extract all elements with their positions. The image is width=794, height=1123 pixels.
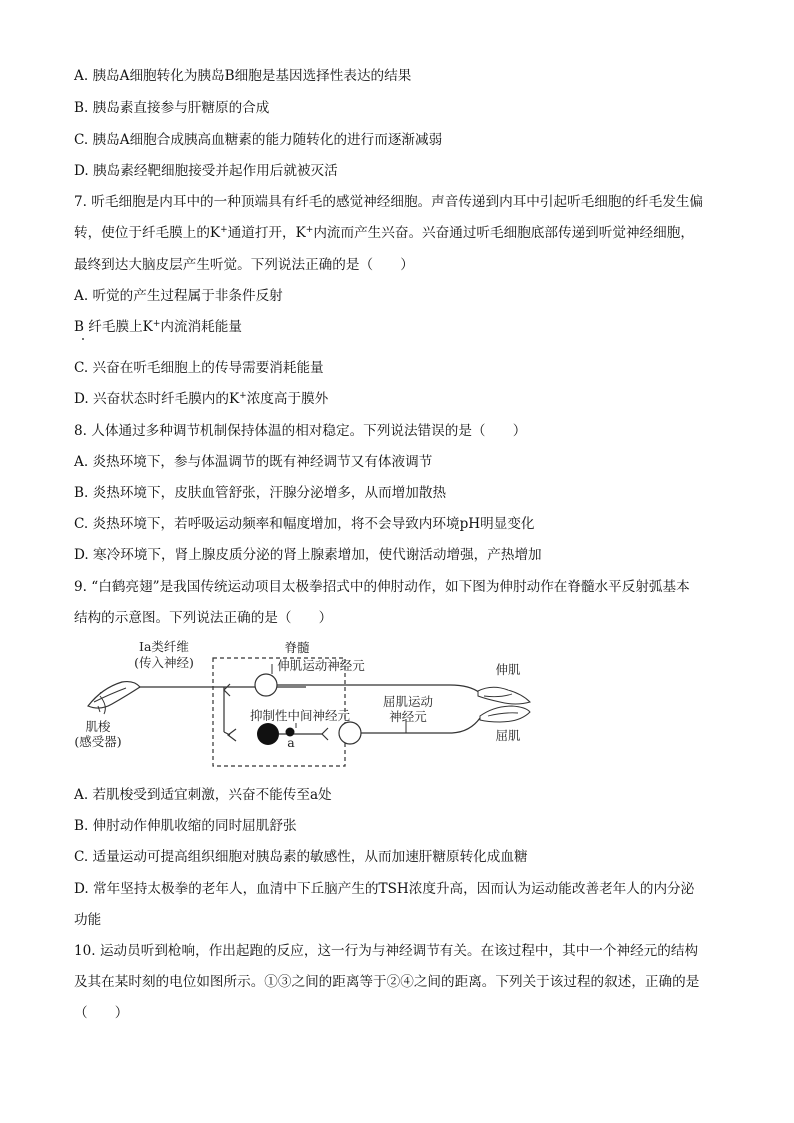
q10-stem-line1: 10. 运动员听到枪响，作出起跑的反应，这一行为与神经调节有关。在该过程中，其中一个神经元的结构 (74, 943, 699, 959)
q10-stem-line2: 及其在某时刻的电位如图所示。①③之间的距离等于②④之间的距离。下列关于该过程的叙述，正确的是 (74, 974, 700, 990)
q9-option-d-line2: 功能 (74, 912, 102, 928)
q8-stem: 8. 人体通过多种调节机制保持体温的相对稳定。下列说法错误的是（ ） (74, 423, 527, 439)
synapse-3 (322, 728, 328, 740)
q10-stem-line3: （ ） (74, 1005, 129, 1021)
reflex-arc-diagram (60, 636, 540, 772)
q7-stem-line1: 7. 听毛细胞是内耳中的一种顶端具有纤毛的感觉神经细胞。声音传递到内耳中引起听毛细胞的纤毛发生偏 (74, 194, 704, 210)
q9-option-c: C. 适量运动可提高组织细胞对胰岛素的敏感性，从而加速肝糖原转化成血糖 (74, 849, 528, 865)
inhibitory-interneuron-label: 抑制性中间神经元 (249, 708, 351, 723)
stray-dot (82, 338, 84, 340)
flexor-motor-neuron-label-1: 屈肌运动 (382, 694, 434, 709)
flexor-motor-neuron-label-2: 神经元 (389, 709, 427, 724)
q7-option-b (74, 318, 242, 336)
superscript-plus: + (152, 319, 161, 329)
spinal-cord-label: 脊髓 (284, 640, 310, 655)
q8-option-a: A. 炎热环境下，参与体温调节的既有神经调节又有体液调节 (74, 454, 433, 470)
flexor-label: 屈肌 (495, 728, 521, 743)
q6-option-c: C. 胰岛A细胞合成胰高血糖素的能力随转化的进行而逐渐减弱 (74, 132, 443, 148)
q7-stem-part1: 转，使位于纤毛膜上的K (74, 225, 221, 241)
q8-option-c: C. 炎热环境下，若呼吸运动频率和幅度增加，将不会导致内环境pH明显变化 (74, 516, 535, 532)
q7-option-c: C. 兴奋在听毛细胞上的传导需要消耗能量 (74, 360, 324, 376)
q8-option-b: B. 炎热环境下，皮肤血管舒张，汗腺分泌增多，从而增加散热 (74, 485, 447, 501)
extensor-motor-neuron-label: 伸肌运动神经元 (277, 658, 365, 673)
q7-stem-line2 (74, 224, 694, 242)
q7-option-a: A. 听觉的产生过程属于非条件反射 (74, 288, 283, 304)
q9-stem-line1: 9. “白鹤亮翅”是我国传统运动项目太极拳招式中的伸肘动作，如下图为伸肘动作在脊髓水平反射弧基本 (74, 579, 690, 595)
superscript-plus: + (239, 391, 247, 401)
q6-option-b: B. 胰岛素直接参与肝糖原的合成 (74, 100, 270, 116)
muscle-spindle-shape (88, 682, 140, 709)
q7-option-d-part2: 浓度高于膜外 (246, 391, 329, 407)
q8-option-d: D. 寒冷环境下，肾上腺皮质分泌的肾上腺素增加，使代谢活动增强，产热增加 (74, 547, 542, 563)
q7-option-d-part1: D. 兴奋状态时纤毛膜内的K (74, 391, 240, 407)
flexor-motor-neuron (339, 722, 361, 744)
q7-stem-line3: 最终到达大脑皮层产生听觉。下列说法正确的是（ ） (74, 257, 414, 273)
superscript-plus: + (220, 225, 228, 235)
afferent-label: (传入神经) (134, 655, 194, 670)
flexor-muscle-shape (480, 706, 530, 722)
q7-option-b-part1: B 纤毛膜上K (74, 319, 153, 335)
point-a-label: a (287, 735, 295, 750)
q9-stem-line2: 结构的示意图。下列说法正确的是（ ） (74, 610, 333, 626)
synapse-1 (224, 684, 230, 696)
q9-option-b: B. 伸肘动作伸肌收缩的同时屈肌舒张 (74, 818, 297, 834)
muscle-spindle-label: 肌梭 (85, 719, 111, 734)
extensor-label: 伸肌 (495, 662, 521, 677)
inhibitory-interneuron (257, 723, 279, 745)
q7-stem-part3: 内流而产生兴奋。兴奋通过听毛细胞底部传递到听觉神经细胞， (313, 225, 694, 241)
receptor-label: (感受器) (74, 734, 122, 749)
extensor-efferent (277, 685, 480, 693)
ia-fiber-label: Ⅰa类纤维 (139, 639, 189, 654)
q9-option-a: A. 若肌梭受到适宜刺激，兴奋不能传至a处 (74, 787, 332, 803)
q6-option-d: D. 胰岛素经靶细胞接受并起作用后就被灭活 (74, 163, 338, 179)
superscript-plus: + (305, 225, 314, 235)
q6-option-a: A. 胰岛A细胞转化为胰岛B细胞是基因选择性表达的结果 (74, 68, 412, 84)
q7-option-d (74, 390, 328, 408)
q7-stem-part2: 通道打开，K (227, 225, 306, 241)
extensor-motor-neuron (255, 674, 277, 696)
q9-option-d-line1: D. 常年坚持太极拳的老年人，血清中下丘脑产生的TSH浓度升高，因而认为运动能改善老年人的内分泌 (74, 881, 695, 897)
q7-option-b-part2: 内流消耗能量 (160, 319, 242, 335)
